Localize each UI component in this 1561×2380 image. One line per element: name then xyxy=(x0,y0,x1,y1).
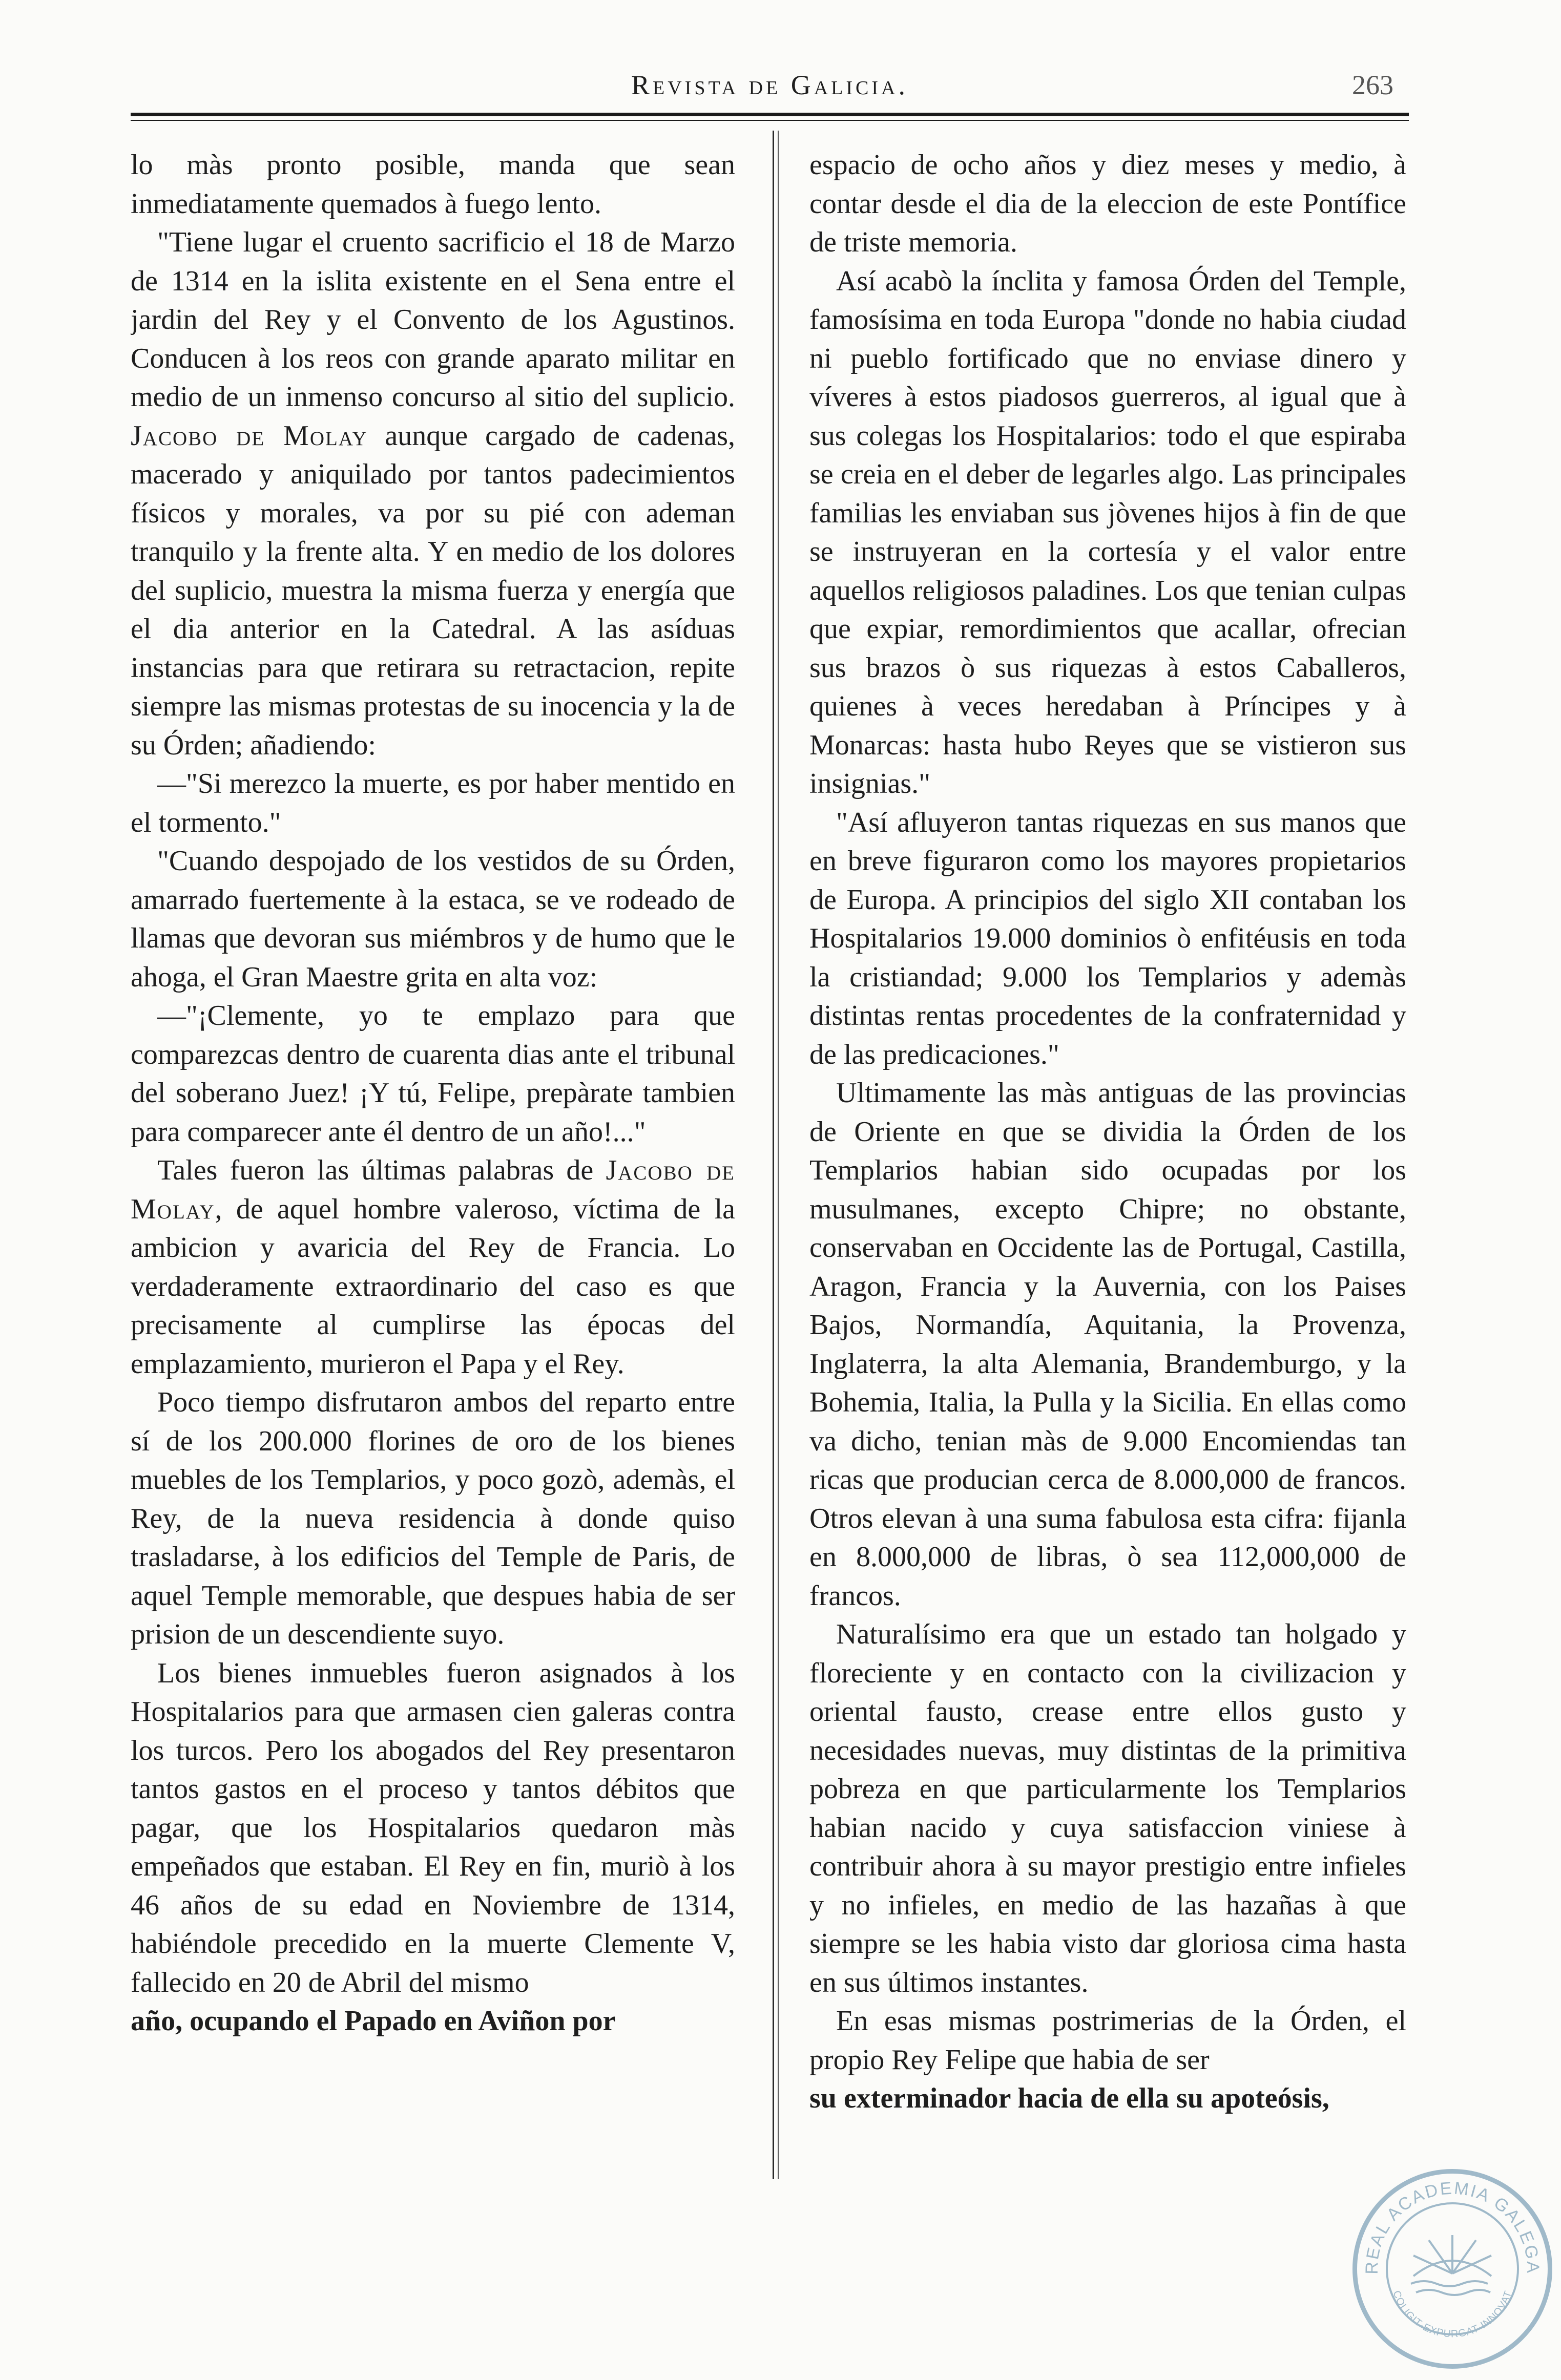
paragraph: Ultimamente las màs antiguas de las provincias de Oriente en que se dividia la Órden de los Templarios habian sido ocupadas por los musulmanes, excepto Chipre; no obstante, conservaban en Occidente las de Portugal, Castilla, Aragon, Francia y la Auvernia, con los Paises Bajos, Normandía, Aquitania, la Provenza, Inglaterra, la alta Alemania, Brandemburgo, y la Bohemia, Italia, la Pulla y la Sicilia. En ellas como va dicho, tenian màs de 9.000 Encomiendas tan ricas que producian cerca de 8.000,000 de francos. Otros elevan à una suma fabulosa esta cifra: fijanla en 8.000,000 de libras, ò sea 112,000,000 de francos. xyxy=(809,1077,1406,1612)
paragraph: "Tiene lugar el cruento sacrificio el 18 de Marzo de 1314 en la islita existente en el Sena entre el jardin del Rey y el Convento de los Agustinos. Conducen à los reos con grande aparato militar en medio de un inmenso concurso al sitio del suplicio. Jacobo de Molay aunque cargado de cadenas, macerado y aniquilado por tantos padecimientos físicos y morales, va por su pié con ademan tranquilo y la frente alta. Y en medio de los dolores del suplicio, muestra la misma fuerza y energía que el dia anterior en la Catedral. A las asíduas instancias para que retirara su retractacion, repite siempre las mismas protestas de su inocencia y la de su Órden; añadiendo: xyxy=(131,226,735,761)
paragraph: —"¡Clemente, yo te emplazo para que comparezcas dentro de cuarenta dias ante el tribunal del soberano Juez! ¡Y tú, Felipe, prepàrate tambien para comparecer ante él dentro de un año!..." xyxy=(131,1000,735,1148)
page-number: 263 xyxy=(1352,70,1393,100)
paragraph: Tales fueron las últimas palabras de Jacobo de Molay, de aquel hombre valeroso, víctima de la ambicion y avaricia del Rey de Francia. Lo verdaderamente extraordinario del caso es que precisamente al cumplirse las épocas del emplazamiento, murieron el Papa y el Rey. xyxy=(131,1154,735,1380)
paragraph: Poco tiempo disfrutaron ambos del reparto entre sí de los 200.000 florines de oro de los bienes muebles de los Templarios, y poco gozò, ademàs, el Rey, de la nueva residencia à donde quiso trasladarse, à los edificios del Temple de Paris, de aquel Temple memorable, que despues habia de ser prision de un descendiente suyo. xyxy=(131,1386,735,1650)
right-column xyxy=(809,146,1406,2225)
paragraph: "Así afluyeron tantas riquezas en sus manos que en breve figuraron como los mayores propietarios de Europa. A principios del siglo XII contaban los Hospitalarios 19.000 dominios ò enfitéusis en toda la cristiandad; 9.000 los Templarios y ademàs distintas rentas procedentes de la confraternidad y de las predicaciones." xyxy=(809,806,1406,1070)
stamp-seal-icon xyxy=(1357,2174,1548,2364)
paragraph: lo màs pronto posible, manda que sean inmediatamente quemados à fuego lento. xyxy=(131,149,735,220)
paragraph: "Cuando despojado de los vestidos de su Órden, amarrado fuertemente à la estaca, se ve rodeado de llamas que devoran sus miémbros y de humo que le ahoga, el Gran Maestre grita en alta voz: xyxy=(131,845,735,993)
svg-text:REAL ACADEMIA GALEGA: REAL ACADEMIA GALEGA xyxy=(1362,2178,1543,2275)
paragraph: Naturalísimo era que un estado tan holgado y floreciente y en contacto con la civilizacion y oriental fausto, crease entre ellos gusto y necesidades nuevas, muy distintas de la primitiva pobreza en que particularmente los Templarios habian nacido y cuya satisfaccion viniese à contribuir ahora à su mayor prestigio entre infieles y no infieles, en medio de las hazañas à que siempre se les habia visto dar gloriosa cima hasta en sus últimos instantes. xyxy=(809,1618,1406,1998)
column-divider-inner xyxy=(778,131,779,2179)
header-rule-thin xyxy=(131,120,1409,121)
paragraph: —"Si merezco la muerte, es por haber mentido en el tormento." xyxy=(131,768,735,838)
running-title: Revista de Galicia. xyxy=(631,70,908,100)
paragraph-last-line: su exterminador hacia de ella su apoteósis, xyxy=(809,2082,1329,2114)
svg-text:COLIGIT·EXPURGAT·INNOVAT: COLIGIT·EXPURGAT·INNOVAT xyxy=(1390,2289,1514,2340)
paragraph: Así acabò la ínclita y famosa Órden del Temple, famosísima en toda Europa "donde no habia ciudad ni pueblo fortificado que no enviase dinero y víveres à estos piadosos guerreros, al igual que à sus colegas los Hospitalarios: todo el que espiraba se creia en el deber de legarles algo. Las principales familias les enviaban sus jòvenes hijos à fin de que se instruyeran en la cortesía y el valor entre aquellos religiosos paladines. Los que tenian culpas que expiar, remordimientos que acallar, ofrecian sus brazos ò sus riquezas à estos Caballeros, quienes à veces heredaban à Príncipes y à Monarcas: hasta hubo Reyes que se vistieron sus insignias." xyxy=(809,265,1406,799)
paragraph: En esas mismas postrimerias de la Órden, el propio Rey Felipe que habia de ser xyxy=(809,2005,1406,2076)
paragraph-last-line: año, ocupando el Papado en Aviñon por xyxy=(131,2005,616,2037)
paragraph: Los bienes inmuebles fueron asignados à los Hospitalarios para que armasen cien galeras contra los turcos. Pero los abogados del Rey presentaron tantos gastos en el proceso y tantos débitos que pagar, que los Hospitalarios quedaron màs empeñados que estaban. El Rey en fin, muriò à los 46 años de su edad en Noviembre de 1314, habiéndole precedido en la muerte Clemente V, fallecido en 20 de Abril del mismo xyxy=(131,1657,735,1998)
header-rule xyxy=(131,113,1409,116)
paragraph: espacio de ocho años y diez meses y medio, à contar desde el dia de la eleccion de este Pontífice de triste memoria. xyxy=(809,149,1406,258)
academy-stamp xyxy=(1352,2169,1552,2369)
column-divider xyxy=(773,131,774,2179)
left-column xyxy=(131,146,735,2225)
page-header xyxy=(131,69,1409,110)
name-small-caps: Jacobo de Molay xyxy=(131,1154,735,1225)
name-small-caps: Jacobo de Molay xyxy=(131,419,368,452)
